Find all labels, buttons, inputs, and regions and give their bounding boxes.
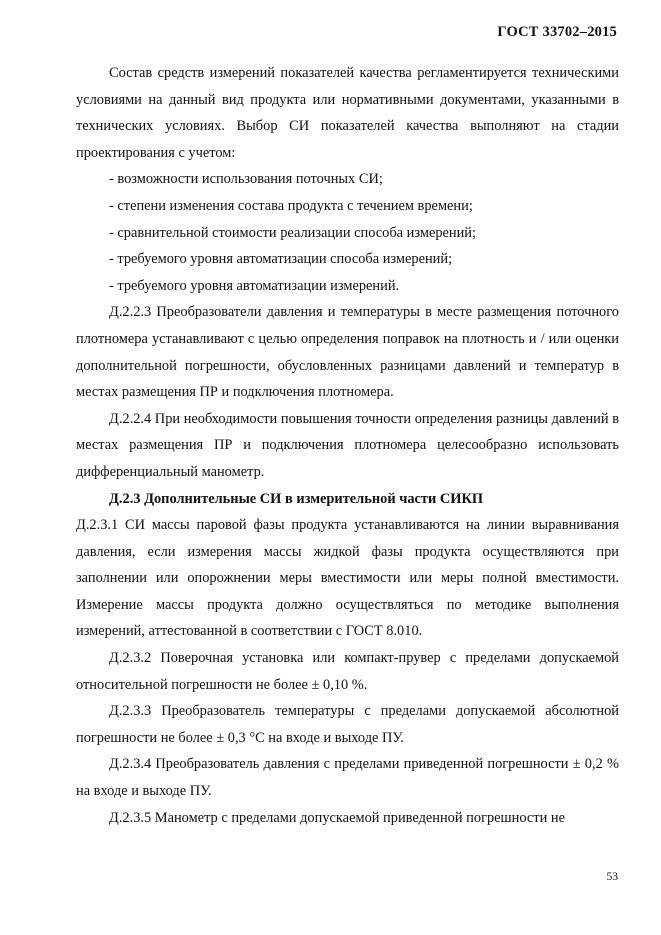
paragraph-d-2-3-4: Д.2.3.4 Преобразователь давления с пределами приведенной погрешности ± 0,2 % на входе и выходе ПУ. xyxy=(76,756,619,800)
paragraph-d-2-2-4: Д.2.2.4 При необходимости повышения точности определения разницы давлений в местах размещения ПР и подключения плотномера целесообразно использовать дифференциальный манометр. xyxy=(76,410,619,480)
document-standard-header: ГОСТ 33702–2015 xyxy=(497,24,617,40)
paragraph-d-2-3-3: Д.2.3.3 Преобразователь температуры с пределами допускаемой абсолютной погрешности не более ± 0,3 °С на входе и выходе ПУ. xyxy=(76,703,619,746)
page-number: 53 xyxy=(606,871,618,883)
list-item: - степени изменения состава продукта с течением времени; xyxy=(109,197,473,214)
list-item: - возможности использования поточных СИ; xyxy=(109,171,383,188)
paragraph-d-2-3-1: Д.2.3.1 СИ массы паровой фазы продукта устанавливаются на линии выравнивания давления, если измерения массы жидкой фазы продукта осуществляются при заполнении или опорожнении меры вместимости или меры полной вместимости. Измерение массы продукта должно осуществляться по методике выполнения измерений, аттестованной в соответствии с ГОСТ 8.010. xyxy=(76,517,619,640)
paragraph-d-2-3-5: Д.2.3.5 Манометр с пределами допускаемой приведенной погрешности не xyxy=(109,809,565,826)
paragraph-quality-instruments: Состав средств измерений показателей качества регламентируется техническими условиями на данный вид продукта или нормативными документами, указанными в технических условиях. Выбор СИ показателей качества выполняют на стадии проектирования с учетом: xyxy=(76,65,619,161)
section-heading-d-2-3: Д.2.3 Дополнительные СИ в измерительной части СИКП xyxy=(109,490,484,507)
list-item: - требуемого уровня автоматизации способа измерений; xyxy=(109,251,453,268)
page-body xyxy=(76,60,619,831)
paragraph-d-2-3-2: Д.2.3.2 Поверочная установка или компакт-прувер с пределами допускаемой относительной погрешности не более ± 0,10 %. xyxy=(76,650,619,693)
paragraph-d-2-2-3: Д.2.2.3 Преобразователи давления и температуры в месте размещения поточного плотномера устанавливают с целью определения поправок на плотность и / или оценки дополнительной погрешности, обусловленных разницами давлений и температур в местах размещения ПР и подключения плотномера. xyxy=(76,304,619,401)
list-item: - требуемого уровня автоматизации измерений. xyxy=(109,277,400,294)
list-item: - сравнительной стоимости реализации способа измерений; xyxy=(109,224,477,241)
